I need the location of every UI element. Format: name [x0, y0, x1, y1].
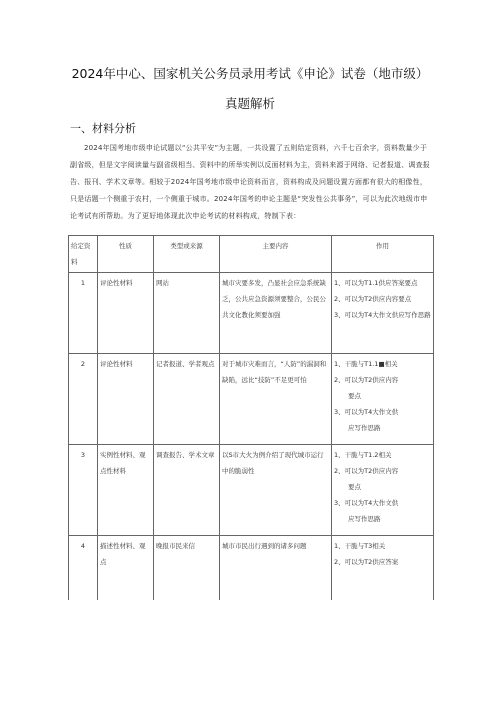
cell-nature: 评论性材料 — [98, 273, 154, 354]
use-line: 3、可以为T4大作文供应写作思路 — [334, 311, 431, 319]
use-line: 1、干脆与T3相关 — [334, 542, 386, 550]
cell-num: 2 — [69, 354, 98, 445]
header-nature: 性质 — [98, 236, 154, 273]
use-line: 2、可以为T2供应内容 — [334, 376, 399, 384]
cell-source: 晚报市民来信 — [154, 536, 220, 601]
cell-source: 记者报道、学者观点 — [154, 354, 220, 445]
use-line: 2、可以为T2供应内容要点 — [334, 295, 412, 303]
table-row — [69, 536, 434, 601]
cell-use — [332, 354, 434, 445]
header-use: 作用 — [332, 236, 434, 273]
cell-num: 4 — [69, 536, 98, 601]
cell-nature: 描述性材料、观点 — [98, 536, 154, 601]
use-line: 3、可以为T4大作文供 — [334, 408, 399, 416]
materials-table — [68, 235, 434, 600]
use-line: 要点 — [348, 392, 361, 400]
use-line: 要点 — [348, 483, 361, 491]
table-header-row — [69, 236, 434, 273]
use-line: 2、可以为T2供应内容 — [334, 467, 399, 475]
use-line: 2、可以为T2供应答案 — [334, 558, 399, 566]
cell-nature: 实例性材料、观点性材料 — [98, 445, 154, 536]
cell-use — [332, 536, 434, 601]
table-row — [69, 445, 434, 536]
use-line: 1、干脆与T1.1■相关 — [334, 360, 398, 368]
cell-use — [332, 445, 434, 536]
cell-source: 调查报告、学术文章 — [154, 445, 220, 536]
cell-content: 城市市民出行遇到的诸多问题 — [220, 536, 332, 601]
table-row — [69, 354, 434, 445]
use-line: 应写作思路 — [348, 515, 381, 523]
header-content: 主要内容 — [220, 236, 332, 273]
use-line: 应写作思路 — [348, 424, 381, 432]
use-line: 1、干脆与T1.2相关 — [334, 451, 392, 459]
header-source: 类型或来源 — [154, 236, 220, 273]
use-line: 3、可以为T4大作文供 — [334, 499, 399, 507]
cell-content: 以S市大火为例介绍了现代城市运行中的脆弱性 — [220, 445, 332, 536]
cell-nature: 评论性材料 — [98, 354, 154, 445]
cell-content: 城市灾要多发，凸显社会应急系统缺乏，公共应急资源须要整合，公民公共文化教化须要加强 — [220, 273, 332, 354]
cell-source: 网站 — [154, 273, 220, 354]
use-line: 1、可以为T1.1供应答案要点 — [334, 279, 418, 287]
cell-num: 1 — [69, 273, 98, 354]
header-material: 给定资料 — [69, 236, 98, 273]
document-subtitle: 真题解析 — [224, 96, 275, 111]
cell-num: 3 — [69, 445, 98, 536]
document-title: 2024年中心、国家机关公务员录用考试《申论》试卷（地市级） — [71, 66, 429, 81]
section-heading: 一、材料分析 — [70, 122, 136, 135]
intro-paragraph: 2024年国考地市级申论试题以“公共平安”为主题，一共设置了五则给定资料，六千七百余字，资料数量少于副省级，但是文字阅读量与副省级相当、资料中的所举实例以反面材料为主，资料来源于网络、记者报道、调查报告、报刊、学术文章等。相较于2024年国考地市级申论资料而言，资料构成及问题设置方面都有很大的相像性，只是话题一个侧重于农村，一个侧重于城市。2024年国考的申论主题是“突发性公共事务”，可以为此次地级市申论考试有所帮助。为了更好地体现此次申论考试的材料构成，特制下表： — [70, 144, 430, 220]
cell-use — [332, 273, 434, 354]
cell-content: 对于城市灾难而言，“人防”的漏洞和缺陷，远比“技防”不足更可怕 — [220, 354, 332, 445]
table-row — [69, 273, 434, 354]
